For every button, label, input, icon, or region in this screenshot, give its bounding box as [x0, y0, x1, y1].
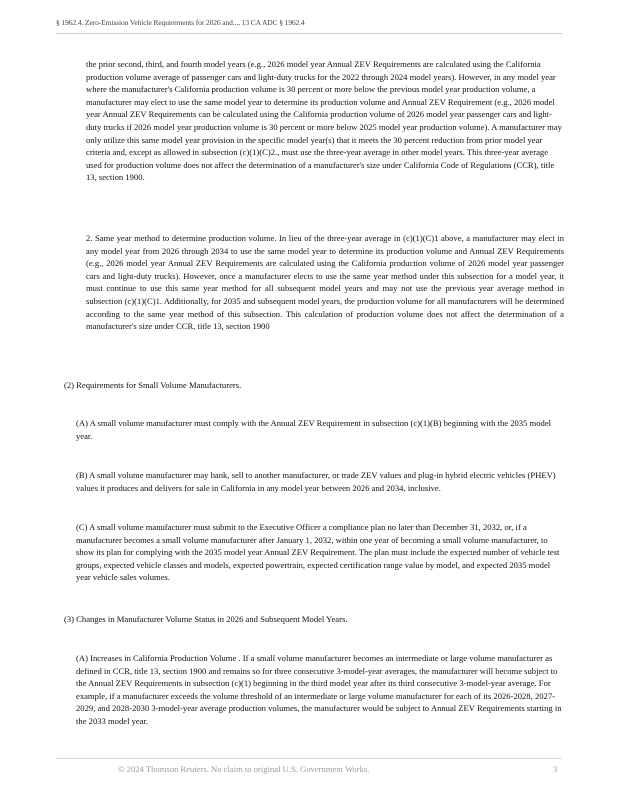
section-heading-small-volume: (2) Requirements for Small Volume Manufacturers. [64, 380, 242, 390]
document-header-citation: § 1962.4. Zero-Emission Vehicle Requirements for 2026 and..., 13 CA ADC § 1962.4 [56, 18, 305, 27]
paragraph-production-volume-average: the prior second, third, and fourth model years (e.g., 2026 model year Annual ZEV Requirements are calculated using the California production volume average of passenger cars and light-duty trucks for the 2022 through 2024 model years). However, in any model year where the manufacturer's California production volume is 30 percent or more below the previous model year production volume, a manufacturer may elect to use the same model year to determine its production volume and Annual ZEV Requirement (e.g., 2026 model year Annual ZEV Requirements can be calculated using the California production volume of 2026 model year passenger cars and light-duty trucks if 2026 model year production volume is 30 percent or more below 2025 model year production volume). A manufacturer may only utilize this same model year provision in the specific model year(s) that it meets the 30 percent reduction from prior model year criteria and, except as allowed in subsection (c)(1)(C)2., must use the three-year average in other model years. This three-year average used for production volume does not affect the determination of a manufacturer's size under California Code of Regulations (CCR), title 13, section 1900. [86, 59, 562, 183]
paragraph-increases-production-volume: (A) Increases in California Production Volume . If a small volume manufacturer becomes an intermediate or large volume manufacturer as defined in CCR, title 13, section 1900 and remains so for three consecutive 3-model-year averages, the manufacturer will become subject to the Annual ZEV Requirements in subsection (c)(1) beginning in the third model year after its third consecutive 3-model-year average. For example, if a manufacturer exceeds the volume threshold of an intermediate or large volume manufacturer for each of its 2026-2028, 2027-2029, and 2028-2030 3-model-year average production volumes, the manufacturer would be subject to Annual ZEV Requirements starting in the 2033 model year. [76, 653, 562, 726]
footer-divider [56, 758, 562, 759]
paragraph-small-volume-b: (B) A small volume manufacturer may bank, sell to another manufacturer, or trade ZEV values and plug-in hybrid electric vehicles (PHEV) values it produces and delivers for sale in California in any model year between 2026 and 2034, inclusive. [76, 470, 556, 493]
page-number: 3 [553, 764, 558, 774]
footer-copyright: © 2024 Thomson Reuters. No claim to original U.S. Government Works. [118, 764, 370, 774]
paragraph-small-volume-c: (C) A small volume manufacturer must submit to the Executive Officer a compliance plan no later than December 31, 2032, or, if a manufacturer becomes a small volume manufacturer after January 1, 2032, within one year of becoming a small volume manufacturer, to show its plan for complying with the 2035 model year Annual ZEV Requirement. The plan must include the expected number of vehicle test groups, expected vehicle classes and models, expected powertrain, expected certification range value by model, and expected 2035 model year vehicle sales volumes. [76, 522, 560, 583]
section-heading-volume-status: (3) Changes in Manufacturer Volume Status in 2026 and Subsequent Model Years. [64, 614, 348, 624]
paragraph-same-year-method: 2. Same year method to determine production volume. In lieu of the three-year average in (c)(1)(C)1 above, a manufacturer may elect in any model year from 2026 through 2034 to use the same model year to determine its production volume and Annual ZEV Requirements (e.g., 2026 model year Annual ZEV Requirements are calculated using the California production volume of 2026 model year passenger cars and light-duty trucks). However, once a manufacturer elects to use the same year method under this subsection for a model year, it must continue to use this same year method for all subsequent model years and may not use the previous year average method in subsection (c)(1)(C)1. Additionally, for 2035 and subsequent model years, the production volume for all manufacturers will be determined according to the same year method of this subsection. This calculation of production volume does not affect the determination of a manufacturer's size under CCR, title 13, section 1900 [86, 233, 564, 332]
paragraph-small-volume-a: (A) A small volume manufacturer must comply with the Annual ZEV Requirement in subsection (c)(1)(B) beginning with the 2035 model year. [76, 418, 552, 441]
header-divider [56, 33, 562, 34]
